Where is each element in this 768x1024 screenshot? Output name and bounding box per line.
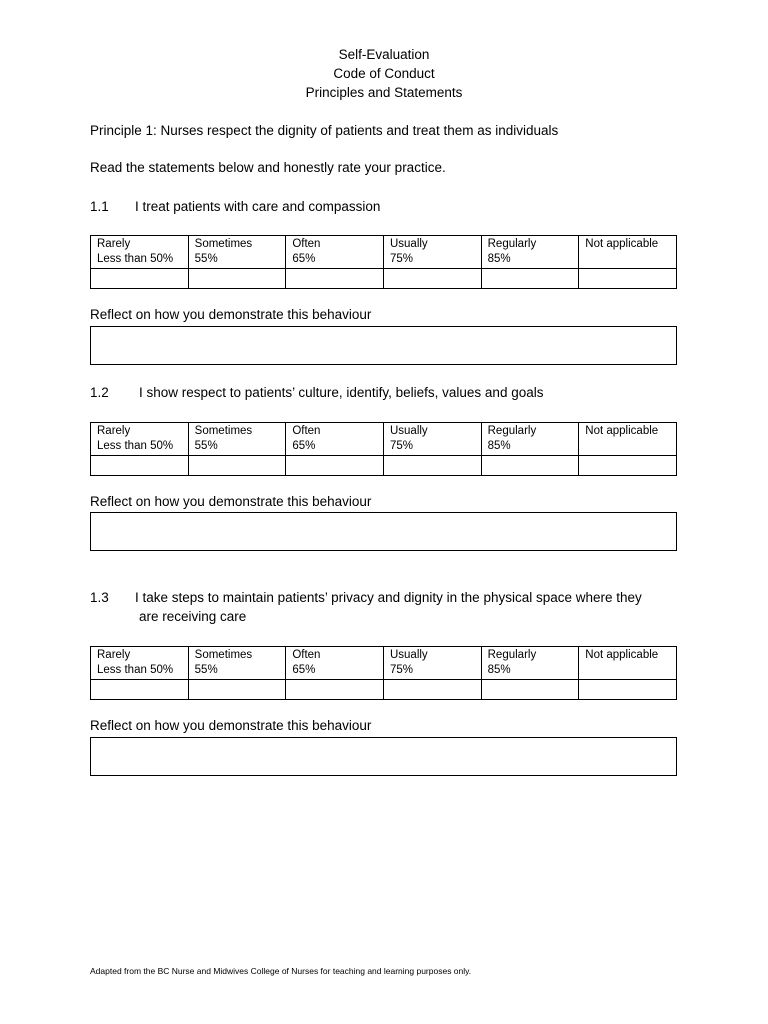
rating-option-rarely: Rarely Less than 50% — [91, 647, 189, 680]
rating-cell[interactable] — [579, 456, 677, 476]
rating-option-often: Often 65% — [286, 236, 384, 269]
statement-number: 1.1 — [90, 199, 109, 214]
rating-table — [90, 235, 677, 289]
rating-option-sometimes: Sometimes 55% — [188, 423, 286, 456]
document-subtitle-2: Principles and Statements — [305, 85, 463, 100]
rating-option-not-applicable: Not applicable — [579, 236, 677, 269]
statement-text: I show respect to patients’ culture, identify, beliefs, values and goals — [139, 385, 544, 400]
statement-text-continued: are receiving care — [139, 609, 247, 624]
rating-cell[interactable] — [188, 680, 286, 700]
rating-cell[interactable] — [579, 680, 677, 700]
rating-option-not-applicable: Not applicable — [579, 647, 677, 680]
rating-cell[interactable] — [481, 680, 579, 700]
reflect-label: Reflect on how you demonstrate this behaviour — [90, 307, 372, 322]
rating-option-often: Often 65% — [286, 423, 384, 456]
rating-cell[interactable] — [188, 269, 286, 289]
rating-table — [90, 646, 677, 700]
rating-option-not-applicable: Not applicable — [579, 423, 677, 456]
rating-cell[interactable] — [188, 456, 286, 476]
rating-option-usually: Usually 75% — [383, 236, 481, 269]
rating-table — [90, 422, 677, 476]
reflection-field[interactable] — [90, 737, 677, 776]
rating-cell[interactable] — [91, 269, 189, 289]
rating-cell[interactable] — [579, 269, 677, 289]
document-title: Self-Evaluation — [338, 47, 430, 62]
footer-note: Adapted from the BC Nurse and Midwives College of Nurses for teaching and learning purposes only. — [90, 966, 472, 976]
rating-cell[interactable] — [383, 456, 481, 476]
reflection-field[interactable] — [90, 512, 677, 551]
statement-text: I take steps to maintain patients’ privacy and dignity in the physical space where they — [135, 590, 642, 605]
reflection-field[interactable] — [90, 326, 677, 365]
rating-option-sometimes: Sometimes 55% — [188, 236, 286, 269]
reflect-label: Reflect on how you demonstrate this behaviour — [90, 494, 372, 509]
rating-cell[interactable] — [286, 269, 384, 289]
rating-cell[interactable] — [286, 456, 384, 476]
statement-text: I treat patients with care and compassion — [135, 199, 381, 214]
rating-cell[interactable] — [481, 269, 579, 289]
rating-option-often: Often 65% — [286, 647, 384, 680]
rating-option-regularly: Regularly 85% — [481, 423, 579, 456]
rating-option-regularly: Regularly 85% — [481, 236, 579, 269]
rating-cell[interactable] — [91, 456, 189, 476]
instruction-text: Read the statements below and honestly rate your practice. — [90, 160, 446, 175]
principle-heading: Principle 1: Nurses respect the dignity of patients and treat them as individuals — [90, 123, 559, 138]
rating-option-rarely: Rarely Less than 50% — [91, 236, 189, 269]
rating-option-rarely: Rarely Less than 50% — [91, 423, 189, 456]
reflect-label: Reflect on how you demonstrate this behaviour — [90, 718, 372, 733]
statement-number: 1.2 — [90, 385, 109, 400]
rating-option-usually: Usually 75% — [383, 423, 481, 456]
rating-option-usually: Usually 75% — [383, 647, 481, 680]
rating-cell[interactable] — [481, 456, 579, 476]
rating-option-sometimes: Sometimes 55% — [188, 647, 286, 680]
statement-number: 1.3 — [90, 590, 109, 605]
rating-cell[interactable] — [383, 269, 481, 289]
document-subtitle: Code of Conduct — [333, 66, 435, 81]
rating-cell[interactable] — [383, 680, 481, 700]
rating-cell[interactable] — [91, 680, 189, 700]
rating-cell[interactable] — [286, 680, 384, 700]
rating-option-regularly: Regularly 85% — [481, 647, 579, 680]
